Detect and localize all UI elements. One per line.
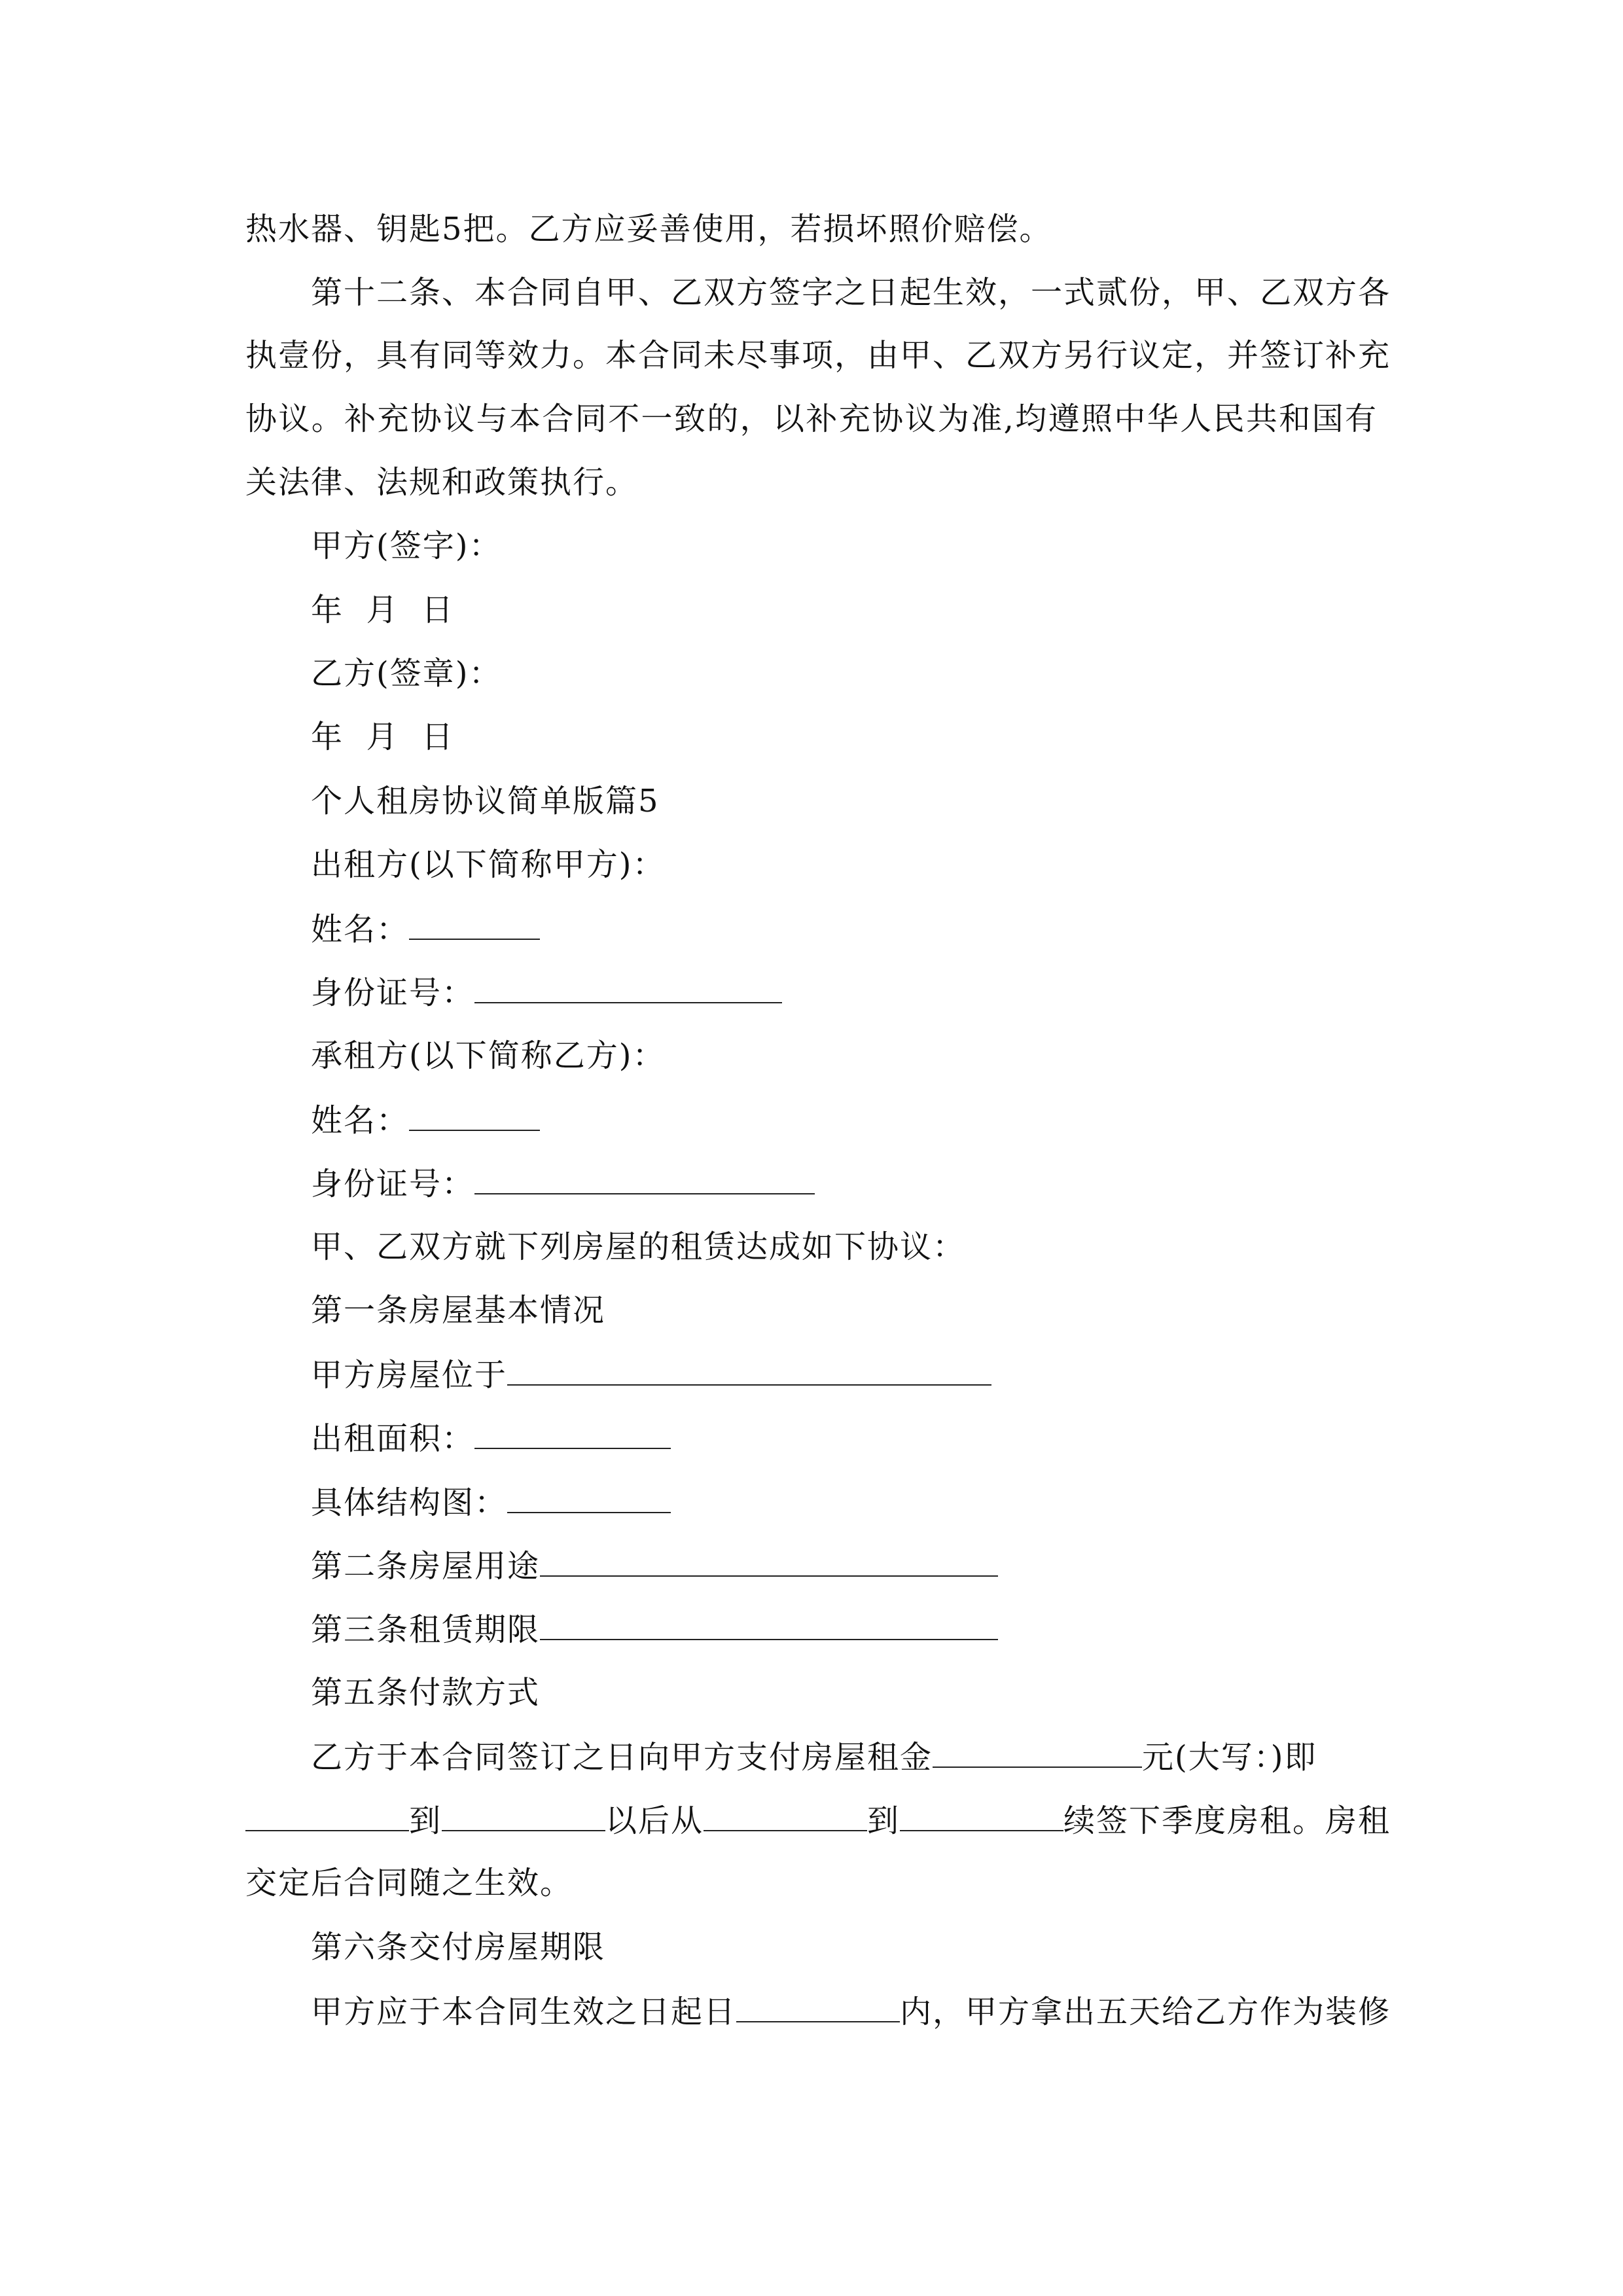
- article-heading: 第六条交付房屋期限: [311, 1929, 606, 1965]
- paragraph-line: 关法律、法规和政策执行。: [245, 464, 639, 501]
- area-row: [311, 1418, 671, 1458]
- lessor-name-row: [311, 908, 540, 949]
- article-heading: 第一条房屋基本情况: [311, 1292, 606, 1329]
- section-title: 个人租房协议简单版篇5: [311, 783, 660, 819]
- field-label: 姓名：: [311, 911, 410, 948]
- text: 续签下季度房租。房租: [1063, 1803, 1391, 1839]
- field-label: 具体结构图：: [311, 1484, 508, 1521]
- field-label: 身份证号：: [311, 975, 475, 1011]
- fill-blank[interactable]: [507, 1354, 991, 1386]
- lessor-heading: 出租方(以下简称甲方)：: [311, 846, 666, 883]
- payment-line-3: 交定后合同随之生效。: [245, 1865, 573, 1901]
- fill-blank[interactable]: [507, 1482, 671, 1513]
- article-3-row: [311, 1609, 998, 1649]
- fill-blank[interactable]: [540, 1609, 998, 1640]
- lessee-heading: 承租方(以下简称乙方)：: [311, 1037, 666, 1074]
- lessee-id-row: [311, 1163, 815, 1204]
- lessor-id-row: [311, 972, 782, 1013]
- paragraph-line: 执壹份，具有同等效力。本合同未尽事项，由甲、乙双方另行议定，并签订补充: [245, 337, 1391, 374]
- text: 内，甲方拿出五天给乙方作为装修: [900, 1994, 1391, 2030]
- article-2-row: [311, 1545, 998, 1586]
- fill-blank[interactable]: [540, 1545, 998, 1577]
- date-line: 年 月 日: [311, 592, 455, 628]
- lessee-name-row: [311, 1100, 540, 1140]
- payment-line-2: [245, 1800, 1391, 1840]
- signature-party-a: 甲方(签字)：: [311, 528, 502, 564]
- text: 元(大写：)即: [1142, 1739, 1317, 1776]
- fill-blank[interactable]: [474, 1163, 815, 1194]
- date-line: 年 月 日: [311, 719, 455, 755]
- field-label: 身份证号：: [311, 1166, 475, 1202]
- field-label: 姓名：: [311, 1102, 410, 1139]
- delivery-line: [311, 1991, 1391, 2032]
- fill-blank[interactable]: [736, 1991, 900, 2022]
- article-heading: 第三条租赁期限: [311, 1611, 541, 1648]
- structure-row: [311, 1482, 671, 1522]
- fill-blank[interactable]: [933, 1736, 1142, 1768]
- text: 到: [867, 1803, 901, 1839]
- fill-blank[interactable]: [900, 1800, 1063, 1831]
- text: 甲方应于本合同生效之日起日: [311, 1994, 737, 2030]
- article-heading: 第二条房屋用途: [311, 1548, 541, 1585]
- location-row: [311, 1354, 991, 1395]
- paragraph-line: 热水器、钥匙5把。乙方应妥善使用，若损坏照价赔偿。: [245, 211, 1052, 247]
- paragraph-line: 第十二条、本合同自甲、乙双方签字之日起生效，一式贰份，甲、乙双方各: [311, 274, 1391, 311]
- fill-blank[interactable]: [704, 1800, 867, 1831]
- article-heading: 第五条付款方式: [311, 1674, 541, 1711]
- field-label: 甲方房屋位于: [311, 1357, 508, 1393]
- field-label: 出租面积：: [311, 1420, 475, 1457]
- fill-blank[interactable]: [245, 1800, 409, 1831]
- fill-blank[interactable]: [409, 1100, 540, 1131]
- signature-party-b: 乙方(签章)：: [311, 655, 502, 692]
- text: 乙方于本合同签订之日向甲方支付房屋租金: [311, 1739, 933, 1776]
- payment-line-1: [311, 1736, 1317, 1777]
- fill-blank[interactable]: [442, 1800, 605, 1831]
- fill-blank[interactable]: [474, 972, 782, 1003]
- paragraph-line: 协议。补充协议与本合同不一致的，以补充协议为准,均遵照中华人民共和国有: [245, 401, 1378, 437]
- fill-blank[interactable]: [474, 1418, 671, 1449]
- fill-blank[interactable]: [409, 908, 540, 940]
- text: 到: [409, 1803, 442, 1839]
- agreement-intro: 甲、乙双方就下列房屋的租赁达成如下协议：: [311, 1229, 966, 1265]
- text: 以后从: [605, 1803, 704, 1839]
